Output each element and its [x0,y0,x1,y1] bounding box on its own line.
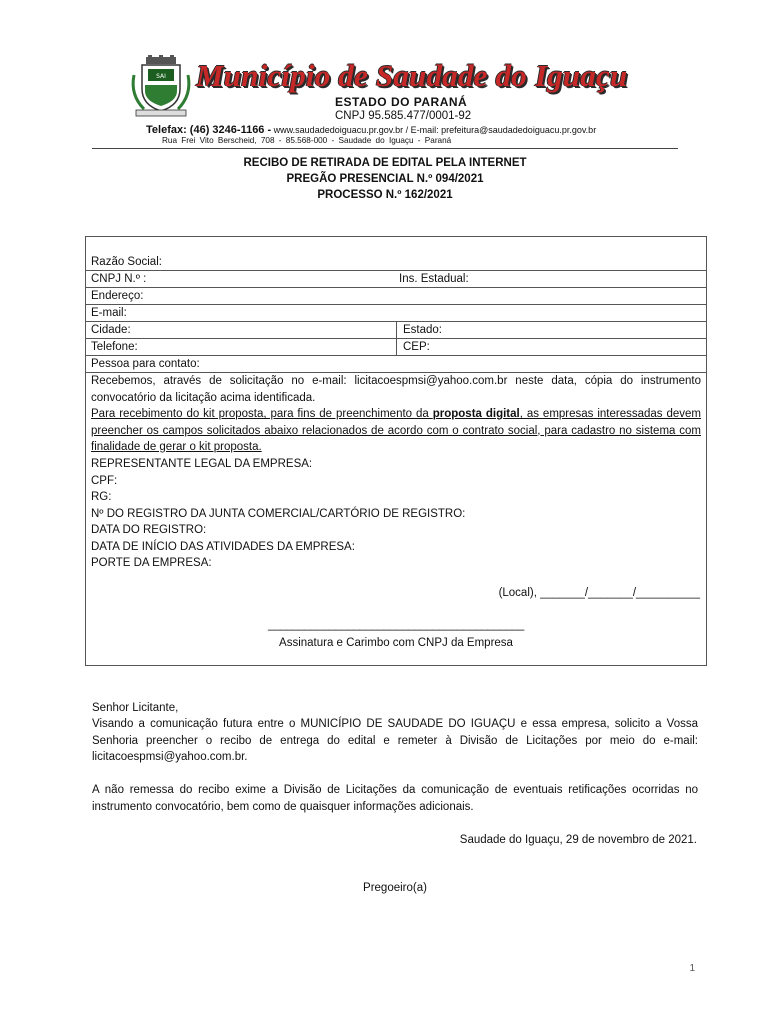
representante-label: REPRESENTANTE LEGAL DA EMPRESA: [91,458,313,470]
page-number: 1 [689,963,695,974]
column-divider [396,321,397,355]
cep-label: CEP: [403,341,430,353]
razao-social-label: Razão Social: [91,256,162,268]
header-phone: Telefax: (46) 3246-1166 - [146,124,272,136]
local-date-line: (Local), _______/_______/__________ [498,587,700,599]
svg-text:SAI: SAI [156,73,166,80]
state-name: ESTADO DO PARANÁ [335,95,468,109]
proposta-digital-emphasis: proposta digital [432,408,520,420]
header-address: Rua Frei Vito Berscheid, 708 - 85.568-000 - Saudade do Iguaçu - Paraná [162,136,452,145]
receipt-statement: Recebemos, através de solicitação no e-mail: licitacoespmsi@yahoo.com.br neste data, cópia do instrumento convocatório da licitação acima identificada. [91,375,701,404]
document-title: RECIBO DE RETIRADA DE EDITAL PELA INTERNET [243,157,527,169]
cidade-label: Cidade: [91,324,131,336]
salutation: Senhor Licitante, [92,702,179,714]
cnpj-row [85,271,707,287]
registro-junta-label: Nº DO REGISTRO DA JUNTA COMERCIAL/CARTÓRIO DE REGISTRO: [91,507,466,520]
header-website: www.saudadedoiguacu.pr.gov.br [273,125,404,135]
kit-text-pre: Para recebimento do kit proposta, para fins de preenchimento da [91,408,433,420]
pessoa-contato-label: Pessoa para contato: [91,358,200,370]
processo-number: PROCESSO N.º 162/2021 [317,189,453,201]
signer-title: Pregoeiro(a) [363,882,427,894]
signature-caption: Assinatura e Carimbo com CNPJ da Empresa [279,637,513,649]
municipality-title: Município de Saudade do Iguaçu [196,58,628,93]
letter-date: Saudade do Iguaçu, 29 de novembro de 2021. [459,834,697,846]
porte-empresa-label: PORTE DA EMPRESA: [91,557,212,569]
header-cnpj: CNPJ 95.585.477/0001-92 [335,110,472,122]
rg-label: RG: [91,491,112,503]
cnpj-label: CNPJ N.º : [91,273,147,285]
header-divider [92,148,678,149]
kit-text-post: , as empresas interessadas devem preencher os campos solicitados abaixo relacionados de acordo com o contrato social, para cadastro no sistema com finalidade de gerar o kit proposta. [91,408,702,453]
letter-paragraph-1: Visando a comunicação futura entre o MUNICÍPIO DE SAUDADE DO IGUAÇU e essa empresa, solicito a Vossa Senhoria preencher o recibo de entrega do edital e remeter à Divisão de Licitações por meio do e-mail: licitacoespmsi@yahoo.com.br. [92,718,698,763]
company-fields [91,456,701,572]
header-email: / E-mail: prefeitura@saudadedoiguacu.pr.gov.br [405,125,597,135]
telefone-label: Telefone: [91,341,138,353]
data-registro-label: DATA DO REGISTRO: [91,524,207,536]
municipal-coat-of-arms-icon [128,55,194,121]
letter-paragraph-2: A não remessa do recibo exime a Divisão de Licitações da comunicação de eventuais retificações ocorridas no instrumento convocatório, bem como de quaisquer informações adicionais. [92,784,698,813]
pregao-number: PREGÃO PRESENCIAL N.º 094/2021 [286,173,484,185]
signature-line: __________________________________________ [267,619,525,631]
endereco-label: Endereço: [91,290,144,302]
estado-label: Estado: [403,324,442,336]
data-inicio-label: DATA DE INÍCIO DAS ATIVIDADES DA EMPRESA: [91,540,355,553]
cpf-label: CPF: [91,474,118,487]
ins-estadual-label: Ins. Estadual: [399,273,469,285]
contact-line [146,124,596,136]
kit-instructions [91,406,701,456]
email-label: E-mail: [91,307,127,319]
